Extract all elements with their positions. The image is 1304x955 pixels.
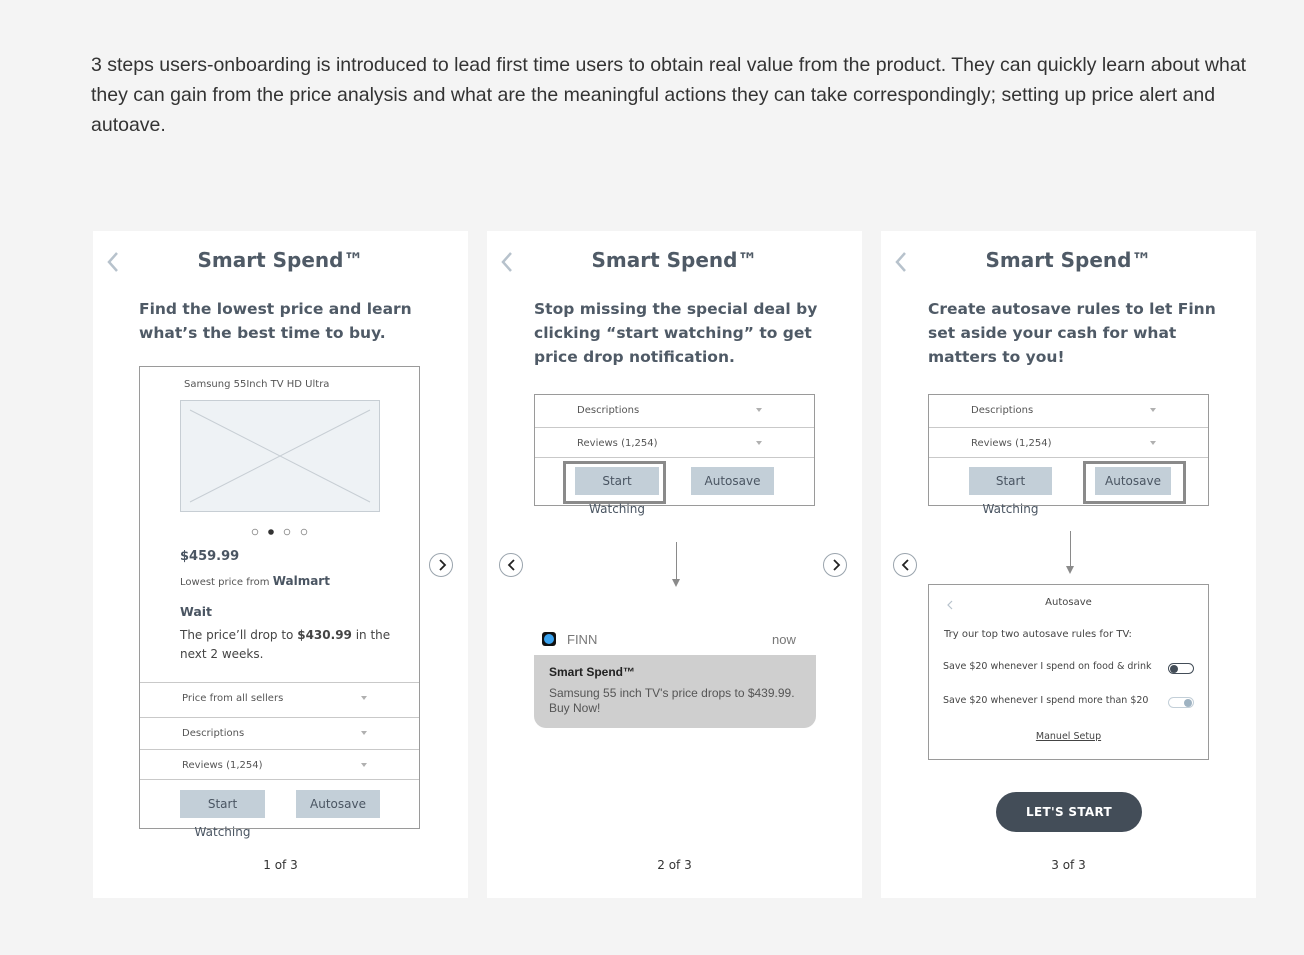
row-reviews[interactable] bbox=[929, 427, 1208, 458]
advice-suffix: in the next 2 weeks. bbox=[180, 628, 391, 661]
screen-title: Smart Spend™ bbox=[591, 248, 758, 272]
advice-title: Wait bbox=[180, 604, 213, 619]
caret-down-icon bbox=[361, 763, 367, 767]
autosave-intro: Try our top two autosave rules for TV: bbox=[944, 629, 1132, 640]
advice-text bbox=[180, 626, 408, 664]
finn-app-icon bbox=[542, 632, 556, 646]
autosave-panel-title: Autosave bbox=[1045, 597, 1092, 608]
flow-arrow-line bbox=[1070, 531, 1071, 567]
phone-mockup bbox=[139, 366, 420, 839]
row-label: Reviews (1,254) bbox=[971, 438, 1052, 449]
onboarding-card-2 bbox=[487, 231, 862, 898]
page-indicator: 2 of 3 bbox=[657, 858, 692, 872]
chevron-right-icon bbox=[830, 559, 842, 571]
onboarding-card-3 bbox=[881, 231, 1256, 898]
caret-down-icon bbox=[361, 696, 367, 700]
lowest-price-seller: Walmart bbox=[272, 574, 330, 588]
autosave-button[interactable]: Autosave bbox=[691, 467, 774, 495]
toggle-knob bbox=[1184, 699, 1192, 707]
row-price-from-all-sellers[interactable] bbox=[140, 682, 419, 717]
start-watching-button[interactable]: Start Watching bbox=[575, 467, 659, 495]
lets-start-button[interactable]: LET'S START bbox=[996, 792, 1142, 832]
manual-setup-link[interactable]: Manuel Setup bbox=[1035, 731, 1102, 742]
product-image-placeholder bbox=[180, 400, 380, 512]
screen-title: Smart Spend™ bbox=[197, 248, 364, 272]
toggle-food-drink[interactable] bbox=[1168, 663, 1194, 674]
product-actions-mockup bbox=[928, 394, 1209, 516]
row-label: Descriptions bbox=[971, 405, 1034, 416]
chevron-left-icon bbox=[900, 559, 912, 571]
screen-title: Smart Spend™ bbox=[985, 248, 1152, 272]
row-label: Reviews (1,254) bbox=[577, 438, 658, 449]
row-descriptions[interactable] bbox=[535, 395, 814, 427]
row-label: Descriptions bbox=[182, 728, 245, 739]
chevron-left-icon bbox=[506, 559, 518, 571]
autosave-panel bbox=[928, 584, 1209, 760]
product-name: Samsung 55Inch TV HD Ultra bbox=[184, 379, 330, 390]
toggle-knob bbox=[1170, 665, 1178, 673]
advice-prefix: The price’ll drop to bbox=[180, 628, 294, 642]
toggle-spend-more[interactable] bbox=[1168, 697, 1194, 708]
caret-down-icon bbox=[756, 441, 762, 445]
onboarding-card-1 bbox=[93, 231, 468, 898]
next-arrow-button[interactable] bbox=[429, 553, 453, 577]
start-watching-button[interactable]: Start Watching bbox=[969, 467, 1052, 495]
screen-headline: Find the lowest price and learn what’s the best time to buy. bbox=[139, 300, 412, 342]
arrow-down-icon bbox=[1066, 566, 1074, 574]
rule-label-spend-more: Save $20 whenever I spend more than $20 bbox=[943, 695, 1149, 706]
divider bbox=[140, 779, 419, 780]
row-descriptions[interactable] bbox=[929, 395, 1208, 427]
carousel-dots[interactable] bbox=[251, 521, 311, 529]
caret-down-icon bbox=[1150, 408, 1156, 412]
autosave-button[interactable]: Autosave bbox=[1095, 467, 1171, 495]
lowest-price-prefix: Lowest price from bbox=[180, 577, 270, 588]
start-watching-button[interactable]: Start Watching bbox=[180, 790, 265, 818]
autosave-button[interactable]: Autosave bbox=[296, 790, 380, 818]
caret-down-icon bbox=[361, 731, 367, 735]
row-reviews[interactable] bbox=[535, 427, 814, 458]
caret-down-icon bbox=[756, 408, 762, 412]
divider bbox=[535, 457, 814, 458]
row-reviews[interactable] bbox=[140, 749, 419, 780]
intro-paragraph: 3 steps users-onboarding is introduced to lead first time users to obtain real value from the product. They can quickly learn about what they can gain from the price analysis and what are the meaningful actions they can take correspondingly; setting up price alert and autoave. bbox=[91, 54, 1247, 136]
divider bbox=[929, 457, 1208, 458]
rule-label-food-drink: Save $20 whenever I spend on food & drink bbox=[943, 661, 1152, 672]
notification-title: Smart Spend™ bbox=[549, 665, 636, 679]
product-price: $459.99 bbox=[180, 549, 240, 564]
row-label: Descriptions bbox=[577, 405, 640, 416]
page-indicator: 3 of 3 bbox=[1051, 858, 1086, 872]
prev-arrow-button[interactable] bbox=[499, 553, 523, 577]
notification-time: now bbox=[772, 632, 796, 647]
screen-headline: Stop missing the special deal by clicking “start watching” to get price drop notification. bbox=[534, 300, 818, 366]
lowest-price-line bbox=[180, 574, 330, 588]
page-indicator: 1 of 3 bbox=[263, 858, 298, 872]
advice-price: $430.99 bbox=[297, 628, 352, 642]
notification-app-name: FINN bbox=[567, 632, 598, 647]
caret-down-icon bbox=[1150, 441, 1156, 445]
flow-arrow-line bbox=[676, 542, 677, 582]
arrow-down-icon bbox=[672, 579, 680, 587]
prev-arrow-button[interactable] bbox=[893, 553, 917, 577]
row-label: Price from all sellers bbox=[182, 693, 284, 704]
product-actions-mockup bbox=[534, 394, 815, 516]
chevron-right-icon bbox=[436, 559, 448, 571]
screen-headline: Create autosave rules to let Finn set aside your cash for what matters to you! bbox=[928, 300, 1216, 366]
next-arrow-button[interactable] bbox=[823, 553, 847, 577]
row-descriptions[interactable] bbox=[140, 717, 419, 750]
row-label: Reviews (1,254) bbox=[182, 760, 263, 771]
notification-message: Samsung 55 inch TV's price drops to $439.99. Buy Now! bbox=[549, 686, 795, 715]
notification-body bbox=[534, 655, 816, 728]
